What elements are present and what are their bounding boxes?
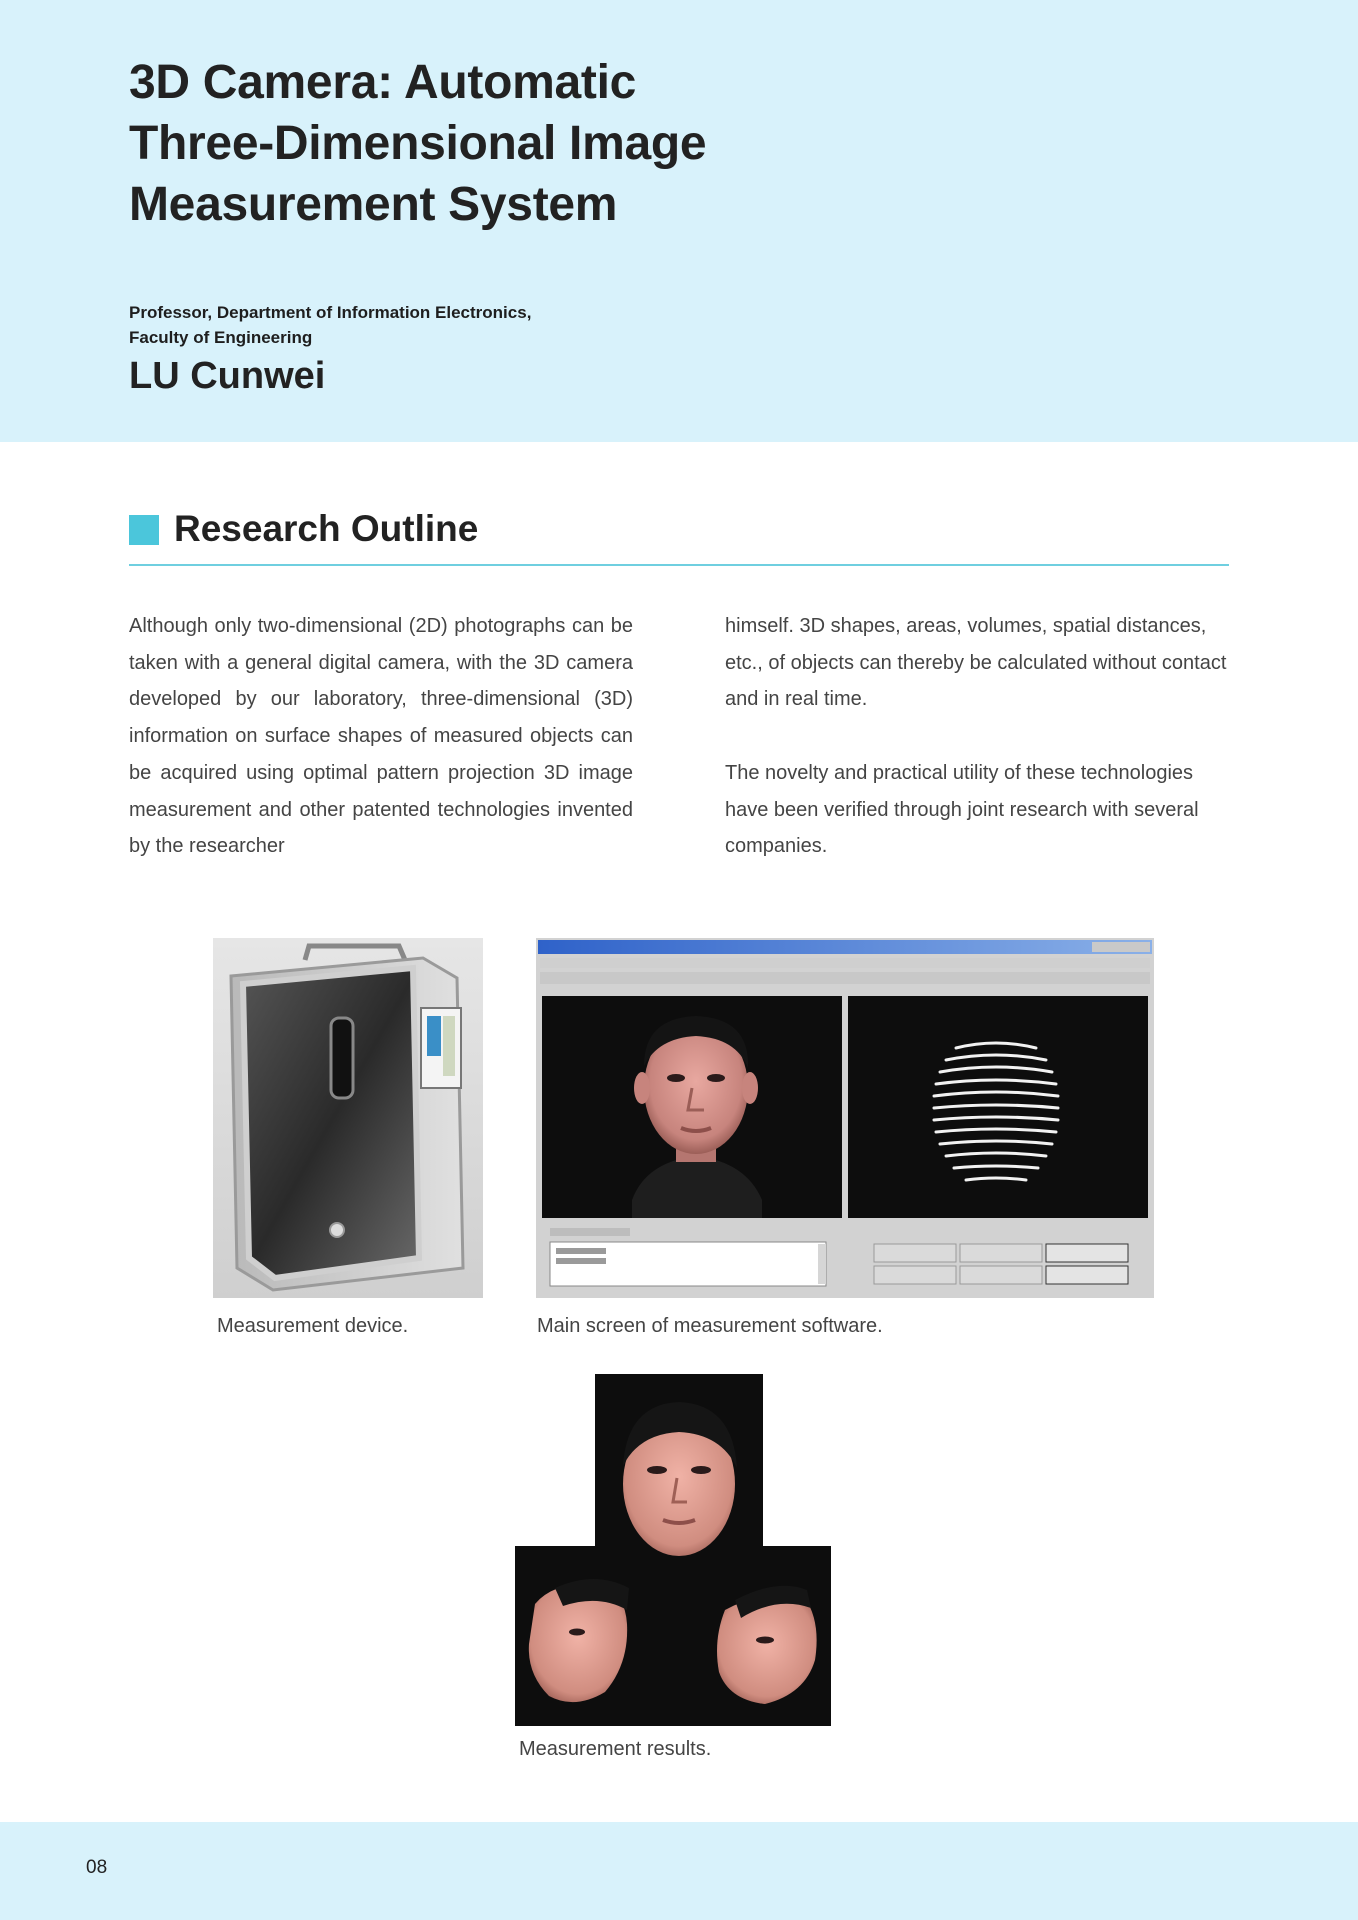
- measurement-device-illustration: [213, 938, 483, 1298]
- software-screen-illustration: [536, 938, 1154, 1298]
- title-line-3: Measurement System: [129, 178, 618, 231]
- device-caption: Measurement device.: [217, 1315, 409, 1337]
- page-number: 08: [86, 1857, 108, 1878]
- body-column-left: [129, 608, 633, 902]
- results-caption: Measurement results.: [519, 1738, 712, 1760]
- author-role: [129, 300, 729, 350]
- measurement-results-illustration: [515, 1374, 831, 1726]
- section-title: Research Outline: [174, 508, 479, 549]
- author-role-line-1: Professor, Department of Information Electronics,: [129, 303, 532, 322]
- title-line-1: 3D Camera: Automatic: [129, 56, 637, 109]
- section-marker-square: [129, 515, 159, 545]
- footer-band: [0, 1822, 1358, 1920]
- body-column-right: [725, 608, 1229, 902]
- body-paragraph-2: himself. 3D shapes, areas, volumes, spatial distances, etc., of objects can thereby be calculated without contact and in real time.: [725, 615, 1227, 711]
- page-title: [129, 52, 889, 235]
- software-screenshot: [536, 938, 1154, 1298]
- software-caption: Main screen of measurement software.: [537, 1315, 883, 1337]
- measurement-results-image: [515, 1374, 831, 1726]
- measurement-device-photo: [213, 938, 483, 1298]
- author-name: LU Cunwei: [129, 355, 326, 397]
- title-line-2: Three-Dimensional Image: [129, 117, 707, 170]
- section-divider: [129, 564, 1229, 566]
- body-paragraph-1: Although only two-dimensional (2D) photographs can be taken with a general digital camera, with the 3D camera developed by our laboratory, three-dimensional (3D) information on surface shapes of measured objects can be acquired using optimal pattern projection 3D image measurement and other patented technologies invented by the researcher: [129, 615, 633, 858]
- author-role-line-2: Faculty of Engineering: [129, 328, 313, 347]
- body-paragraph-3: The novelty and practical utility of these technologies have been verified through joint research with several companies.: [725, 761, 1199, 858]
